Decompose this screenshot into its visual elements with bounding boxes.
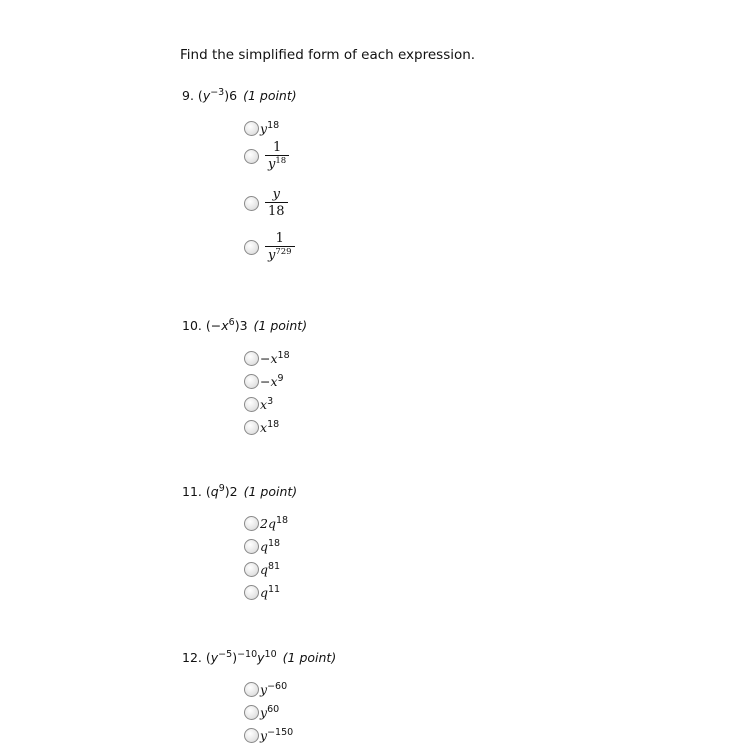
denominator-base: y bbox=[268, 157, 276, 172]
fraction bbox=[265, 231, 295, 263]
expression-part: −5 bbox=[218, 649, 233, 660]
denominator bbox=[265, 246, 295, 263]
expression-exponent: −60 bbox=[267, 681, 288, 692]
answer-option[interactable] bbox=[244, 231, 295, 263]
expression-part: 9 bbox=[218, 483, 225, 494]
numerator: y bbox=[272, 187, 280, 202]
question-12-prompt bbox=[182, 650, 336, 665]
answer-option[interactable] bbox=[244, 682, 287, 697]
expression-base: y bbox=[260, 682, 268, 697]
radio-button[interactable] bbox=[244, 196, 259, 211]
question-number: 10. bbox=[182, 318, 202, 333]
expression-part: ( bbox=[205, 484, 211, 499]
denominator-base: y bbox=[268, 248, 276, 263]
radio-button[interactable] bbox=[244, 149, 259, 164]
expression-exponent: 18 bbox=[267, 120, 280, 131]
expression-part: 6 bbox=[228, 317, 235, 328]
radio-button[interactable] bbox=[244, 240, 259, 255]
answer-option[interactable] bbox=[244, 351, 290, 366]
expression-part: )6 bbox=[224, 88, 238, 103]
expression-part: q bbox=[210, 484, 219, 499]
radio-button[interactable] bbox=[244, 705, 259, 720]
expression-exponent: 3 bbox=[267, 396, 274, 407]
denominator bbox=[265, 202, 288, 219]
radio-button[interactable] bbox=[244, 121, 259, 136]
numerator: 1 bbox=[275, 231, 284, 246]
answer-expression bbox=[260, 351, 290, 366]
expression-exponent: 81 bbox=[268, 561, 281, 572]
answer-expression bbox=[260, 516, 288, 531]
question-11-prompt bbox=[182, 484, 297, 499]
expression-base: −x bbox=[260, 351, 278, 366]
expression-part: −10 bbox=[237, 649, 258, 660]
answer-option[interactable] bbox=[244, 397, 273, 412]
answer-expression bbox=[260, 374, 284, 389]
expression-part: (− bbox=[205, 318, 222, 333]
answer-option[interactable] bbox=[244, 539, 280, 554]
expression-part: ) bbox=[232, 650, 238, 665]
denominator bbox=[265, 155, 289, 172]
answer-expression bbox=[260, 121, 279, 136]
expression-base: y bbox=[260, 121, 268, 136]
answer-option[interactable] bbox=[244, 705, 279, 720]
expression-part: x bbox=[221, 318, 229, 333]
radio-button[interactable] bbox=[244, 516, 259, 531]
radio-button[interactable] bbox=[244, 728, 259, 743]
question-number: 11. bbox=[182, 484, 202, 499]
expression-part: ( bbox=[197, 88, 203, 103]
answer-option[interactable] bbox=[244, 562, 280, 577]
answer-expression bbox=[260, 585, 280, 600]
points-label: (1 point) bbox=[282, 650, 337, 665]
fraction bbox=[265, 140, 289, 172]
fraction bbox=[265, 187, 288, 219]
answer-option[interactable] bbox=[244, 585, 280, 600]
answer-expression bbox=[260, 705, 279, 720]
question-10-prompt bbox=[182, 318, 307, 333]
answer-expression bbox=[260, 682, 287, 697]
radio-button[interactable] bbox=[244, 562, 259, 577]
expression-base: 2q bbox=[260, 516, 276, 531]
answer-expression bbox=[260, 562, 280, 577]
radio-button[interactable] bbox=[244, 374, 259, 389]
radio-button[interactable] bbox=[244, 682, 259, 697]
expression-exponent: 60 bbox=[267, 704, 280, 715]
answer-option[interactable] bbox=[244, 140, 289, 172]
expression-base: q bbox=[260, 539, 269, 554]
expression-part: )3 bbox=[234, 318, 248, 333]
expression-part: y bbox=[210, 650, 219, 665]
denominator-exponent: 729 bbox=[275, 247, 292, 257]
answer-option[interactable] bbox=[244, 121, 279, 136]
expression-base: q bbox=[260, 562, 269, 577]
expression-exponent: 18 bbox=[267, 419, 280, 430]
expression-base: −x bbox=[260, 374, 278, 389]
radio-button[interactable] bbox=[244, 351, 259, 366]
expression-exponent: 11 bbox=[268, 584, 281, 595]
answer-expression bbox=[260, 539, 280, 554]
answer-option[interactable] bbox=[244, 420, 279, 435]
expression-exponent: −150 bbox=[267, 727, 294, 738]
radio-button[interactable] bbox=[244, 585, 259, 600]
expression-base: x bbox=[260, 420, 268, 435]
points-label: (1 point) bbox=[243, 484, 298, 499]
question-number: 9. bbox=[182, 88, 194, 103]
expression-exponent: 9 bbox=[277, 373, 284, 384]
expression-base: x bbox=[260, 397, 268, 412]
expression-base: y bbox=[260, 728, 268, 743]
question-9-prompt bbox=[182, 88, 297, 103]
radio-button[interactable] bbox=[244, 420, 259, 435]
radio-button[interactable] bbox=[244, 539, 259, 554]
expression-exponent: 18 bbox=[275, 515, 289, 526]
answer-expression bbox=[260, 728, 293, 743]
answer-expression bbox=[260, 420, 279, 435]
points-label: (1 point) bbox=[253, 318, 308, 333]
expression-part: y bbox=[202, 88, 211, 103]
expression-exponent: 18 bbox=[268, 538, 281, 549]
points-label: (1 point) bbox=[243, 88, 297, 103]
denominator-exponent: 18 bbox=[275, 156, 287, 166]
answer-option[interactable] bbox=[244, 374, 284, 389]
expression-part: −3 bbox=[210, 87, 225, 98]
answer-option[interactable] bbox=[244, 516, 288, 531]
numerator: 1 bbox=[272, 140, 282, 155]
denominator-base: 18 bbox=[268, 204, 285, 219]
answer-option[interactable] bbox=[244, 728, 293, 743]
radio-button[interactable] bbox=[244, 397, 259, 412]
expression-exponent: 18 bbox=[277, 350, 290, 361]
expression-part: ( bbox=[205, 650, 211, 665]
instructions: Find the simplified form of each expression. bbox=[180, 47, 476, 63]
answer-option[interactable] bbox=[244, 187, 288, 219]
answer-expression bbox=[260, 397, 273, 412]
question-number: 12. bbox=[182, 650, 202, 665]
expression-base: q bbox=[260, 585, 269, 600]
expression-part: y bbox=[257, 650, 265, 665]
expression-part: 10 bbox=[264, 649, 277, 660]
expression-base: y bbox=[260, 705, 268, 720]
expression-part: )2 bbox=[224, 484, 238, 499]
